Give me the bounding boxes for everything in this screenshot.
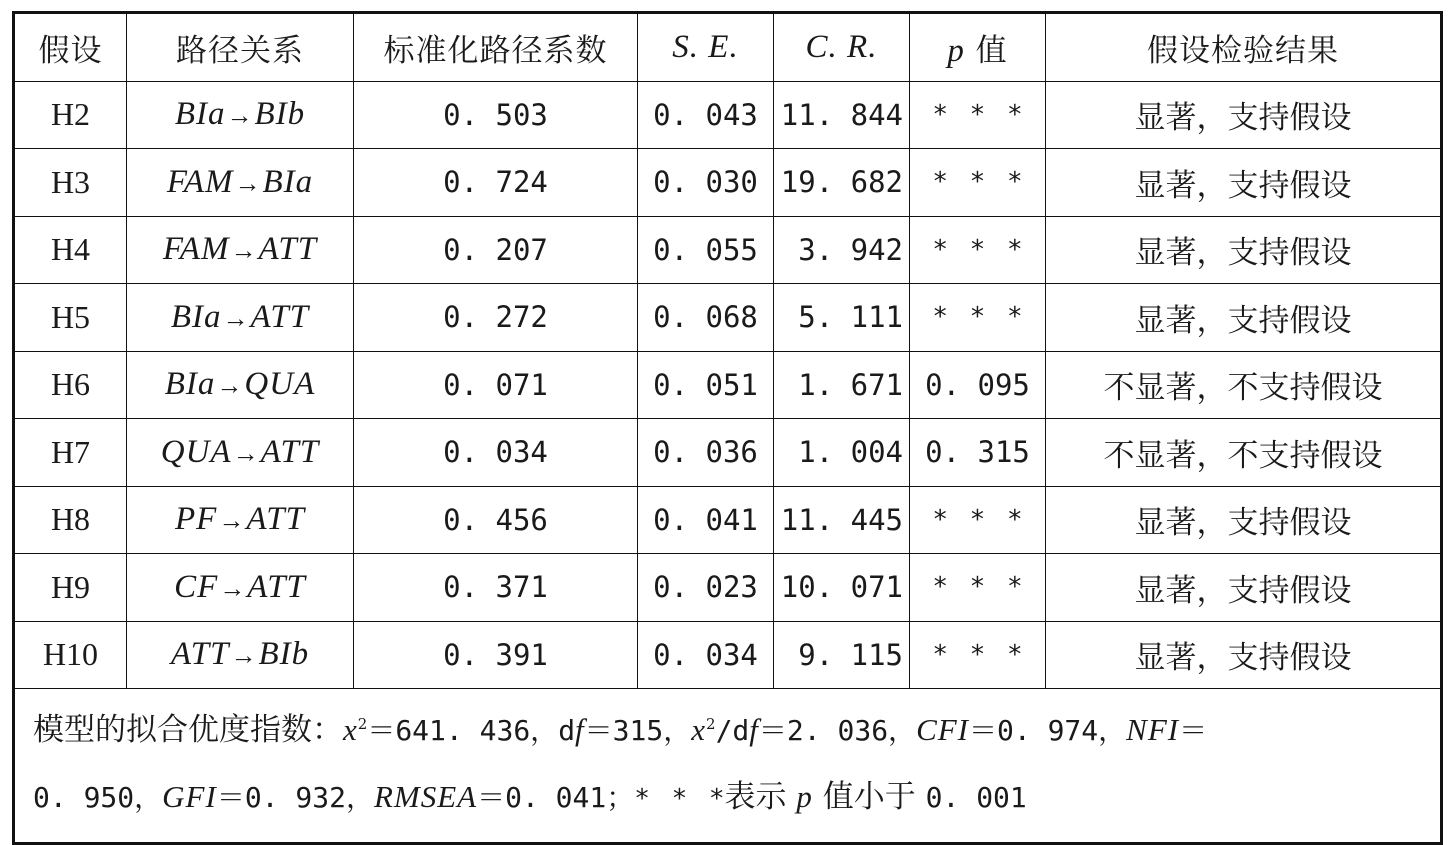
std-coef-cell: 0. 207 — [354, 216, 638, 284]
path-cell — [127, 81, 354, 149]
path-cell — [127, 486, 354, 554]
cr-cell: 5. 111 — [774, 284, 910, 352]
note-rmsea-label: RMSEA — [373, 779, 478, 814]
se-cell: 0. 030 — [638, 149, 774, 217]
note-rmsea-value: ＝0. 041； — [477, 781, 635, 814]
note-row — [14, 689, 1442, 844]
p-value-cell: * * * — [910, 486, 1046, 554]
std-coef-cell: 0. 456 — [354, 486, 638, 554]
note-nfi-label: NFI — [1126, 712, 1180, 747]
header-path: 路径关系 — [127, 13, 354, 82]
arrow-icon: → — [216, 371, 244, 401]
header-se: S. E. — [638, 13, 774, 82]
hypothesis-cell: H2 — [14, 81, 127, 149]
table-wrapper — [12, 11, 1440, 828]
note-ratio-slash: /d — [715, 714, 750, 747]
note-chi-sup: 2 — [357, 715, 368, 733]
note-ratio-value: ＝2. 036， — [758, 714, 917, 747]
path-to: BIb — [254, 96, 306, 133]
result-cell: 显著，支持假设 — [1046, 621, 1442, 689]
p-value-cell: * * * — [910, 216, 1046, 284]
note-ratio-x: x — [691, 712, 707, 747]
path-cell — [127, 621, 354, 689]
cr-cell: 19. 682 — [774, 149, 910, 217]
table-row — [14, 554, 1442, 622]
table-row — [14, 149, 1442, 217]
se-cell: 0. 041 — [638, 486, 774, 554]
path-cell — [127, 284, 354, 352]
result-cell: 显著，支持假设 — [1046, 149, 1442, 217]
path-to: ATT — [260, 433, 320, 470]
cr-cell: 3. 942 — [774, 216, 910, 284]
cr-cell: 11. 445 — [774, 486, 910, 554]
header-p-value: p 值 — [910, 13, 1046, 82]
path-from: ATT — [170, 636, 230, 673]
result-cell: 不显著，不支持假设 — [1046, 351, 1442, 419]
note-df-label: d — [558, 714, 576, 747]
result-cell: 显著，支持假设 — [1046, 216, 1442, 284]
p-value-cell: 0. 315 — [910, 419, 1046, 487]
header-row — [14, 13, 1442, 82]
arrow-icon: → — [226, 101, 254, 131]
std-coef-cell: 0. 071 — [354, 351, 638, 419]
note-tail-a: 表示 — [724, 779, 797, 815]
note-chi-symbol: x — [343, 712, 358, 747]
path-to: ATT — [246, 501, 305, 538]
hypothesis-cell: H7 — [14, 419, 127, 487]
note-lead: 模型的拟合优度指数： — [33, 712, 343, 748]
hypothesis-cell: H9 — [14, 554, 127, 622]
arrow-icon: → — [222, 303, 250, 333]
note-nfi-value: 0. 950， — [33, 781, 163, 814]
hypothesis-cell: H10 — [14, 621, 127, 689]
note-ratio-f: f — [749, 712, 759, 747]
header-p-symbol: p — [947, 32, 965, 69]
se-cell: 0. 055 — [638, 216, 774, 284]
p-value-cell: 0. 095 — [910, 351, 1046, 419]
std-coef-cell: 0. 272 — [354, 284, 638, 352]
path-to: BIa — [262, 163, 314, 200]
note-tail-b: 值小于 — [812, 779, 926, 815]
cr-cell: 11. 844 — [774, 81, 910, 149]
cr-cell: 9. 115 — [774, 621, 910, 689]
path-from: BIa — [170, 298, 222, 335]
hypothesis-cell: H5 — [14, 284, 127, 352]
se-cell: 0. 068 — [638, 284, 774, 352]
note-df-f: f — [575, 712, 585, 747]
header-result: 假设检验结果 — [1046, 13, 1442, 82]
path-from: QUA — [160, 433, 232, 470]
path-from: CF — [174, 568, 219, 605]
table-row — [14, 216, 1442, 284]
note-cfi-label: CFI — [916, 712, 969, 747]
table-row — [14, 621, 1442, 689]
p-value-cell: * * * — [910, 81, 1046, 149]
arrow-icon: → — [232, 438, 260, 468]
fit-index-note — [14, 689, 1442, 844]
note-ratio-sup: 2 — [706, 715, 716, 733]
path-to: ATT — [250, 298, 310, 335]
cr-cell: 1. 004 — [774, 419, 910, 487]
cr-cell: 10. 071 — [774, 554, 910, 622]
table-row — [14, 351, 1442, 419]
note-cfi-value: ＝0. 974， — [969, 714, 1127, 747]
std-coef-cell: 0. 371 — [354, 554, 638, 622]
note-tail-p: p — [796, 779, 813, 814]
header-cr: C. R. — [774, 13, 910, 82]
path-to: ATT — [247, 568, 306, 605]
p-value-cell: * * * — [910, 149, 1046, 217]
p-value-cell: * * * — [910, 621, 1046, 689]
table-row — [14, 486, 1442, 554]
se-cell: 0. 051 — [638, 351, 774, 419]
se-cell: 0. 036 — [638, 419, 774, 487]
result-cell: 不显著，不支持假设 — [1046, 419, 1442, 487]
path-from: FAM — [166, 163, 234, 200]
path-cell — [127, 351, 354, 419]
cr-cell: 1. 671 — [774, 351, 910, 419]
arrow-icon: → — [230, 641, 258, 671]
std-coef-cell: 0. 034 — [354, 419, 638, 487]
hypothesis-cell: H4 — [14, 216, 127, 284]
std-coef-cell: 0. 391 — [354, 621, 638, 689]
arrow-icon: → — [219, 573, 247, 603]
path-results-table — [12, 11, 1443, 845]
note-df-value: ＝315， — [584, 714, 692, 747]
p-value-cell: * * * — [910, 284, 1046, 352]
path-to: QUA — [244, 366, 316, 403]
path-cell — [127, 216, 354, 284]
se-cell: 0. 043 — [638, 81, 774, 149]
arrow-icon: → — [234, 168, 262, 198]
path-to: ATT — [258, 231, 318, 268]
std-coef-cell: 0. 724 — [354, 149, 638, 217]
note-stars: * * * — [634, 784, 725, 814]
table-body — [14, 81, 1442, 689]
arrow-icon: → — [218, 506, 246, 536]
p-value-cell: * * * — [910, 554, 1046, 622]
note-gfi-value: ＝0. 932， — [216, 781, 374, 814]
path-from: BIa — [174, 96, 226, 133]
path-from: FAM — [162, 231, 230, 268]
header-std-coef: 标准化路径系数 — [354, 13, 638, 82]
result-cell: 显著，支持假设 — [1046, 284, 1442, 352]
note-chi-value: ＝641. 436， — [367, 714, 559, 747]
hypothesis-cell: H3 — [14, 149, 127, 217]
hypothesis-cell: H6 — [14, 351, 127, 419]
result-cell: 显著，支持假设 — [1046, 81, 1442, 149]
se-cell: 0. 023 — [638, 554, 774, 622]
path-to: BIb — [258, 636, 310, 673]
table-row — [14, 81, 1442, 149]
path-cell — [127, 554, 354, 622]
note-nfi-eq: ＝ — [1179, 714, 1208, 747]
path-from: BIa — [164, 366, 216, 403]
path-from: PF — [175, 501, 218, 538]
table-row — [14, 284, 1442, 352]
note-gfi-label: GFI — [162, 779, 217, 814]
arrow-icon: → — [230, 236, 258, 266]
path-cell — [127, 149, 354, 217]
se-cell: 0. 034 — [638, 621, 774, 689]
note-tail-number: 0. 001 — [925, 781, 1027, 814]
result-cell: 显著，支持假设 — [1046, 486, 1442, 554]
table-row — [14, 419, 1442, 487]
result-cell: 显著，支持假设 — [1046, 554, 1442, 622]
hypothesis-cell: H8 — [14, 486, 127, 554]
header-hypothesis: 假设 — [14, 13, 127, 82]
path-cell — [127, 419, 354, 487]
std-coef-cell: 0. 503 — [354, 81, 638, 149]
